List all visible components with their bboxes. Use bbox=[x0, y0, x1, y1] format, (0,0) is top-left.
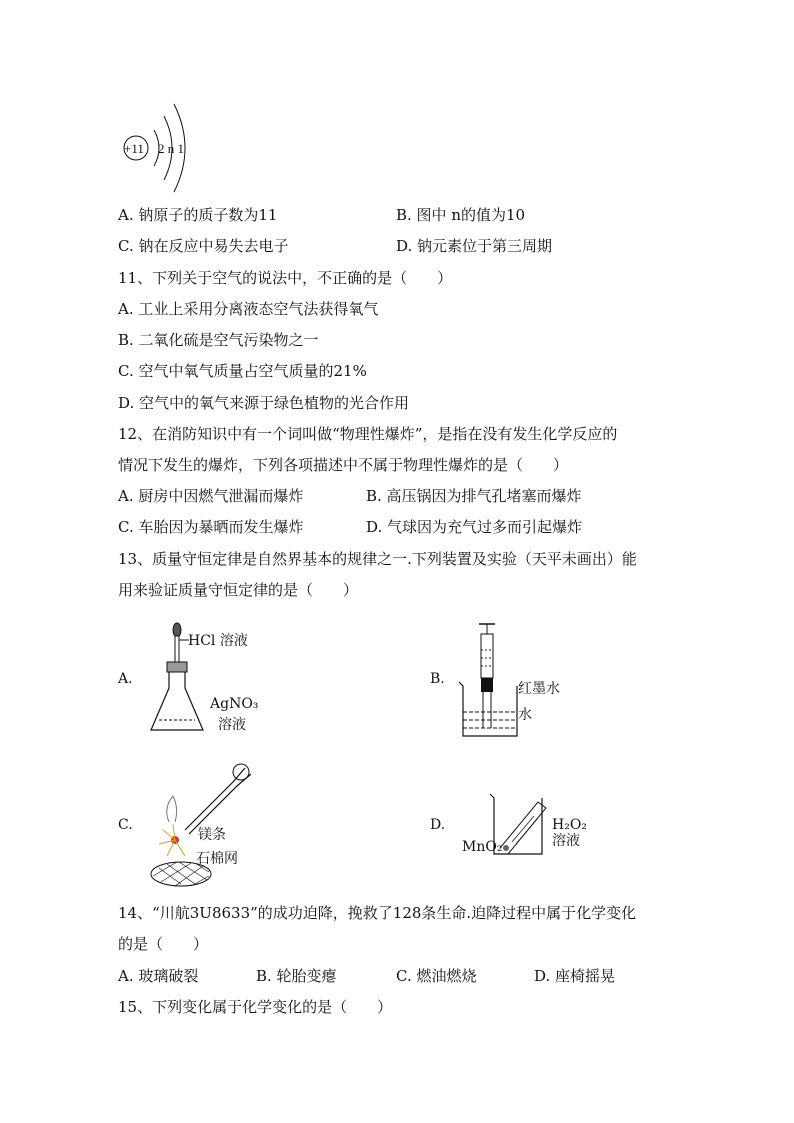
q14-stem-line2: 的是（ ） bbox=[118, 935, 209, 953]
q14-option-a: A. 玻璃破裂 bbox=[118, 967, 199, 985]
q13-a-hcl-label: HCl 溶液 bbox=[188, 633, 248, 649]
q13-a-letter: A. bbox=[118, 671, 133, 687]
q14-stem-line1: 14、“川航3U8633”的成功迫降，挽救了128条生命.迫降过程中属于化学变化 bbox=[118, 904, 637, 922]
q13-d-letter: D. bbox=[430, 817, 446, 833]
q13-b-water-label: 水 bbox=[518, 707, 532, 723]
q13-b-letter: B. bbox=[430, 671, 445, 687]
q13-c-letter: C. bbox=[118, 817, 133, 833]
atom-shells-label: 2 n 1 bbox=[158, 141, 184, 156]
q10-option-b: B. 图中 n的值为10 bbox=[396, 206, 526, 224]
sodium-atom-diagram bbox=[118, 98, 198, 196]
q10-option-c: C. 钠在反应中易失去电子 bbox=[118, 237, 289, 255]
q11-option-b: B. 二氧化硫是空气污染物之一 bbox=[118, 331, 319, 349]
q13-a-agno3-label: AgNO₃ bbox=[210, 696, 259, 712]
q12-stem-line1: 12、在消防知识中有一个词叫做“物理性爆炸”，是指在没有发生化学反应的 bbox=[118, 425, 618, 443]
q13-b-red-ink-label: 红墨水 bbox=[518, 681, 560, 697]
q11-option-c: C. 空气中氧气质量占空气质量的21% bbox=[118, 362, 367, 380]
q13-d-mno2-label: MnO₂ bbox=[462, 839, 503, 855]
q11-option-d: D. 空气中的氧气来源于绿色植物的光合作用 bbox=[118, 394, 410, 412]
q11-option-a: A. 工业上采用分离液态空气法获得氧气 bbox=[118, 300, 379, 318]
q13-stem-line2: 用来验证质量守恒定律的是（ ） bbox=[118, 581, 359, 599]
q11-stem: 11、下列关于空气的说法中，不正确的是（ ） bbox=[118, 269, 453, 287]
magnesium-burning-apparatus bbox=[145, 752, 255, 892]
q10-option-a: A. 钠原子的质子数为11 bbox=[118, 206, 278, 224]
atom-nucleus-label: +11 bbox=[124, 141, 144, 156]
q12-option-c: C. 车胎因为暴晒而发生爆炸 bbox=[118, 518, 304, 536]
q14-option-b: B. 轮胎变瘪 bbox=[256, 967, 337, 985]
beaker-syringe-apparatus bbox=[455, 620, 525, 740]
q13-stem-line1: 13、质量守恒定律是自然界基本的规律之一.下列装置及实验（天平未画出）能 bbox=[118, 550, 637, 568]
q12-stem-line2: 情况下发生的爆炸，下列各项描述中不属于物理性爆炸的是（ ） bbox=[118, 456, 569, 474]
q13-c-asbestos-label: 石棉网 bbox=[196, 851, 238, 867]
q15-stem: 15、下列变化属于化学变化的是（ ） bbox=[118, 998, 393, 1016]
q13-d-h2o2-label: H₂O₂ bbox=[552, 817, 587, 833]
q12-option-b: B. 高压锅因为排气孔堵塞而爆炸 bbox=[366, 487, 582, 505]
q10-option-d: D. 钠元素位于第三周期 bbox=[396, 237, 553, 255]
q14-option-c: C. 燃油燃烧 bbox=[396, 967, 477, 985]
q13-d-solution-label: 溶液 bbox=[552, 833, 580, 849]
q12-option-a: A. 厨房中因燃气泄漏而爆炸 bbox=[118, 487, 304, 505]
q14-option-d: D. 座椅摇晃 bbox=[534, 967, 616, 985]
q12-option-d: D. 气球因为充气过多而引起爆炸 bbox=[366, 518, 583, 536]
q13-a-solution-label: 溶液 bbox=[218, 717, 246, 733]
q13-c-magnesium-label: 镁条 bbox=[198, 827, 226, 843]
